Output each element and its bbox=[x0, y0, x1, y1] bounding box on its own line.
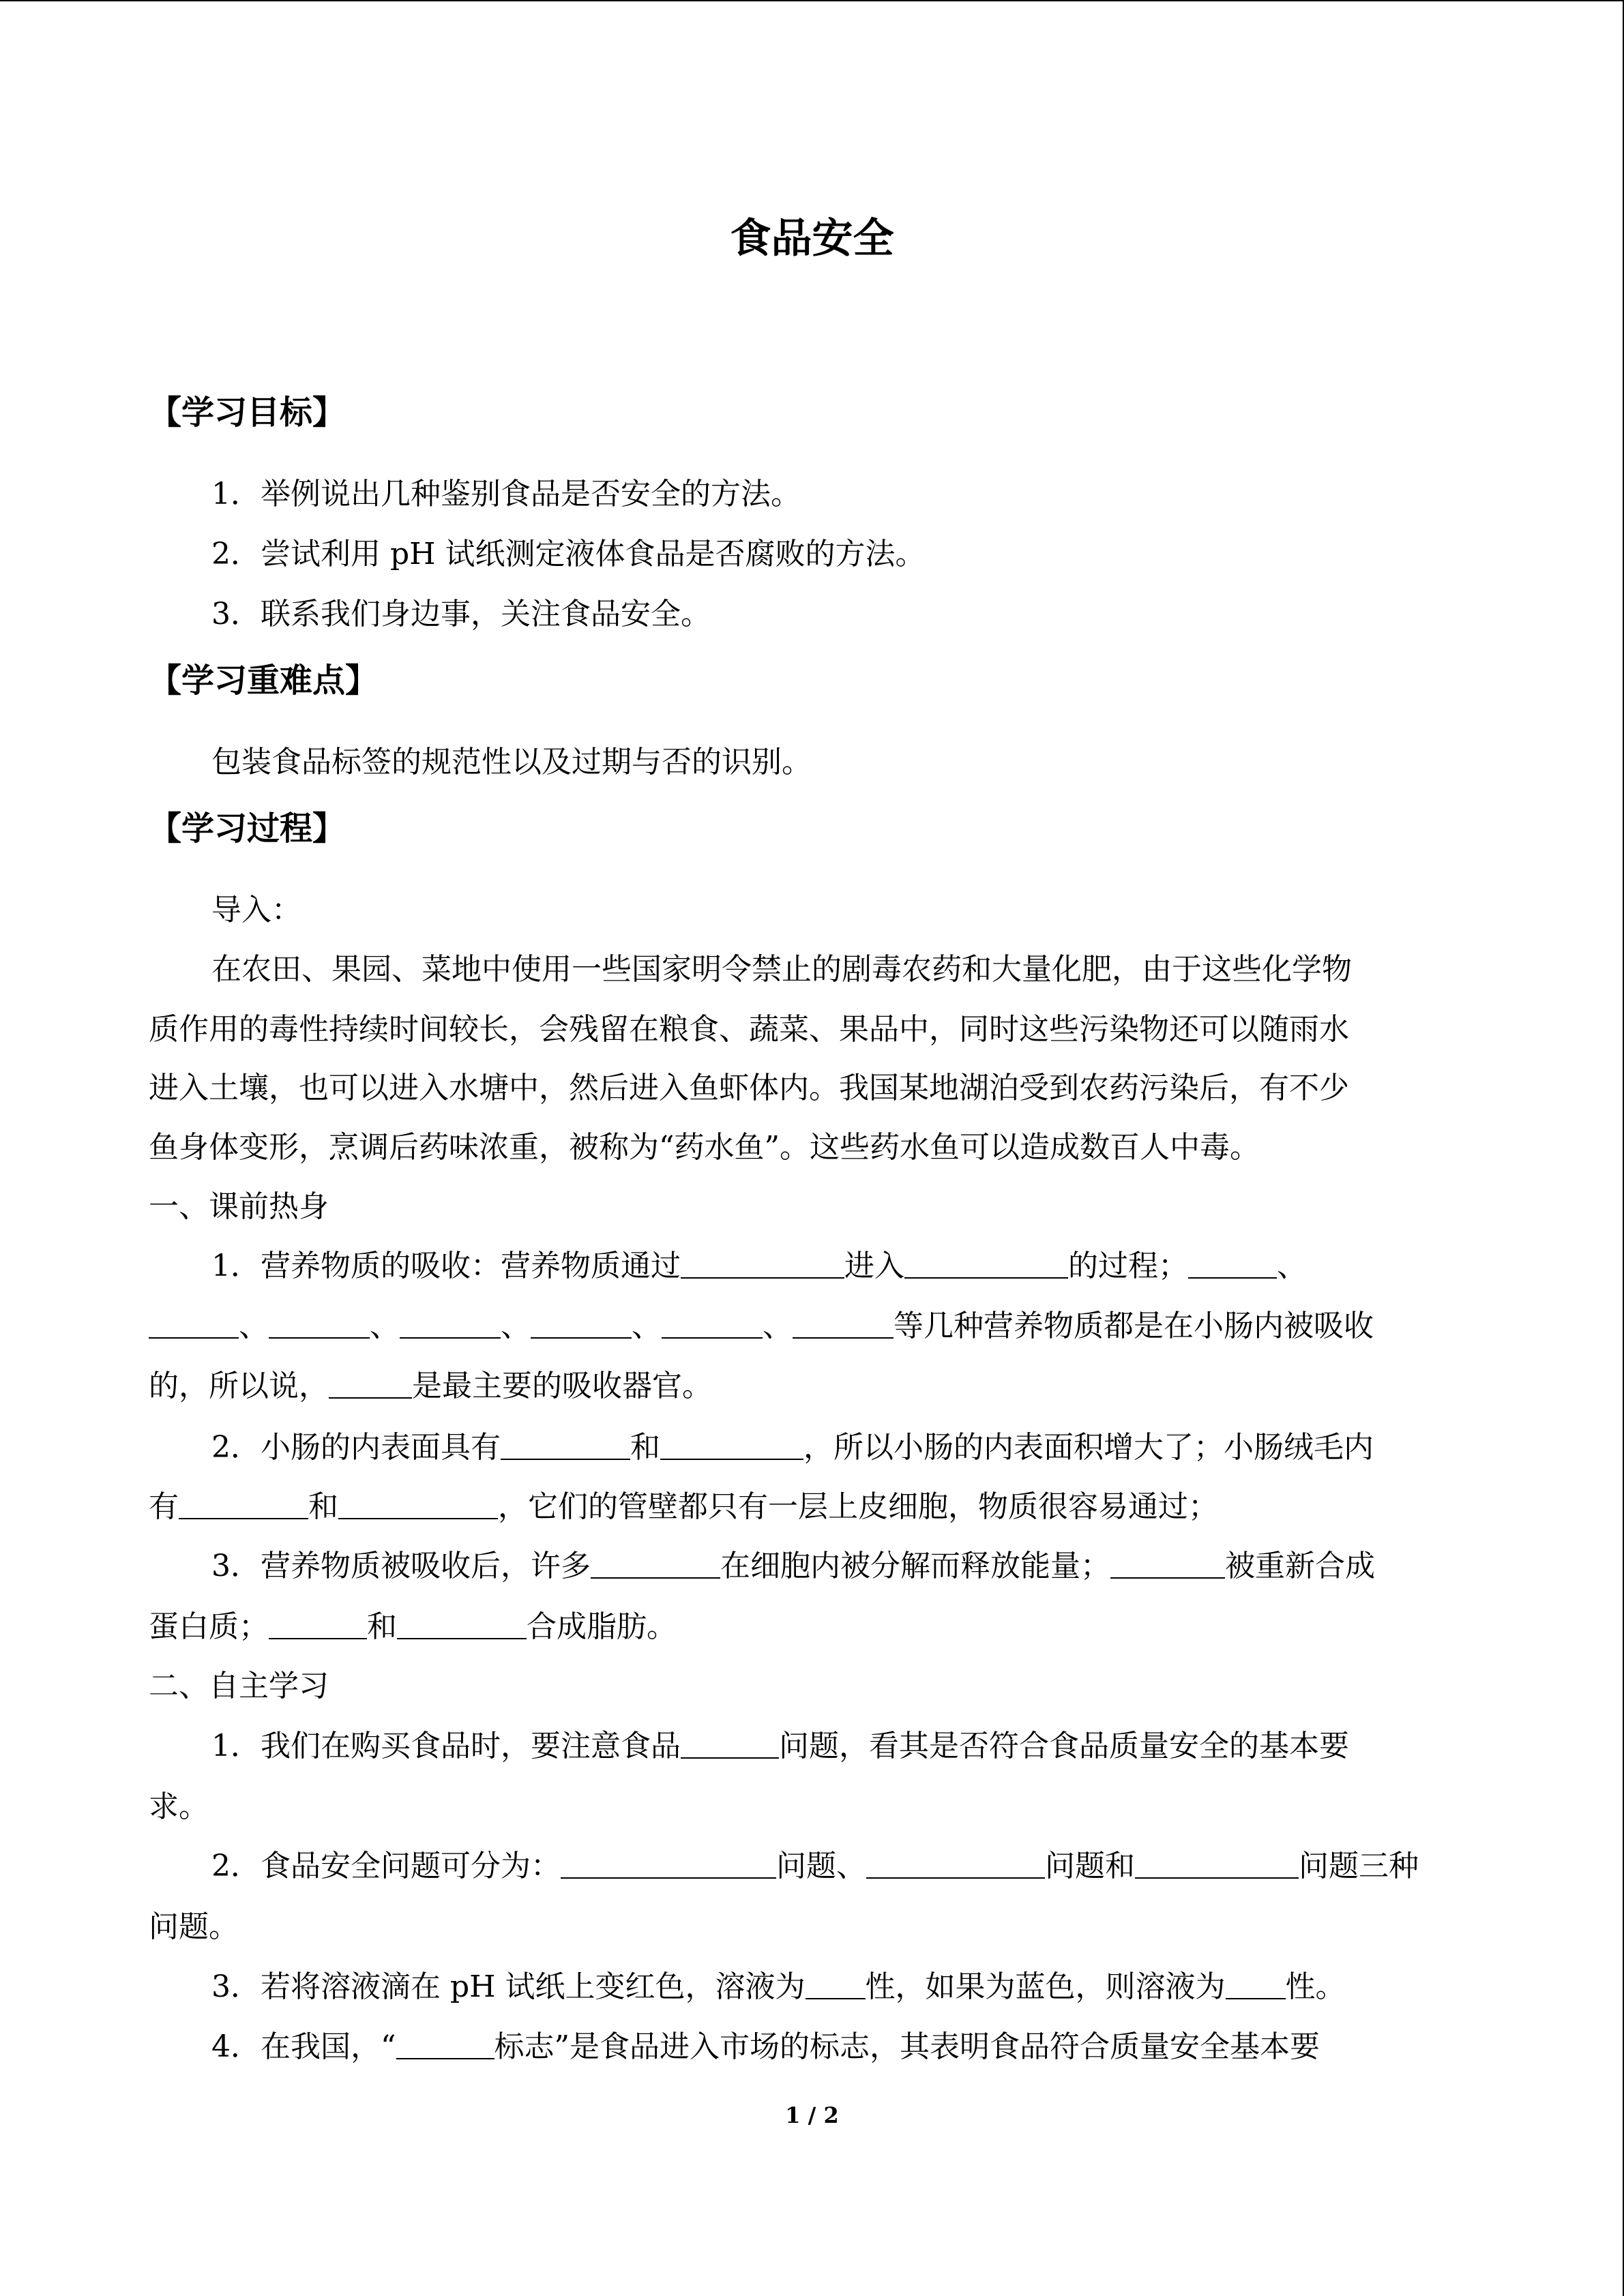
answer-blank[interactable] bbox=[1188, 1247, 1277, 1279]
self-study-heading: 二、自主学习 bbox=[149, 1669, 329, 1703]
answer-blank[interactable] bbox=[866, 1847, 1045, 1879]
warmup-heading: 一、课前热身 bbox=[149, 1189, 329, 1224]
warmup-q2-line-1 bbox=[211, 1427, 1374, 1468]
self-study-q2-line-1 bbox=[211, 1846, 1419, 1887]
warmup-q2-line-2 bbox=[149, 1487, 1218, 1527]
key-points-text: 包装食品标签的规范性以及过期与否的识别。 bbox=[211, 745, 812, 779]
self-study-q1-line-1 bbox=[211, 1726, 1349, 1767]
self-study-q1-text-b: 问题，看其是否符合食品质量安全的基本要 bbox=[779, 1729, 1349, 1763]
answer-blank[interactable] bbox=[397, 1608, 527, 1639]
self-study-q3-text-a: 3．若将溶液滴在 pH 试纸上变红色，溶液为 bbox=[211, 1969, 806, 2004]
answer-blank[interactable] bbox=[681, 1247, 844, 1279]
answer-blank[interactable] bbox=[660, 1429, 803, 1460]
self-study-q4-text-a: 4．在我国，“ bbox=[211, 2029, 396, 2064]
self-study-q2-text-b: 问题、 bbox=[776, 1849, 866, 1883]
warmup-q1-text-b: 进入 bbox=[844, 1249, 904, 1283]
intro-line-3: 进入土壤，也可以进入水塘中，然后进入鱼虾体内。我国某地湖泊受到农药污染后，有不少 bbox=[149, 1071, 1349, 1105]
warmup-q2-text-b: 和 bbox=[630, 1430, 660, 1465]
answer-blank[interactable] bbox=[269, 1307, 370, 1339]
warmup-q3-text-b: 在细胞内被分解而释放能量； bbox=[720, 1549, 1110, 1583]
answer-blank[interactable] bbox=[400, 1307, 501, 1339]
warmup-q1-text-f: 、 bbox=[370, 1309, 400, 1343]
answer-blank[interactable] bbox=[591, 1547, 720, 1579]
self-study-q4-line bbox=[211, 2027, 1320, 2068]
answer-blank[interactable] bbox=[1226, 1968, 1286, 1999]
warmup-q1-text-a: 1．营养物质的吸收：营养物质通过 bbox=[211, 1249, 681, 1283]
process-heading: 【学习过程】 bbox=[149, 809, 346, 848]
warmup-q1-text-j: 等几种营养物质都是在小肠内被吸收 bbox=[894, 1309, 1374, 1343]
answer-blank[interactable] bbox=[338, 1488, 498, 1519]
warmup-q3-text-d: 蛋白质； bbox=[149, 1609, 269, 1644]
answer-blank[interactable] bbox=[149, 1307, 239, 1339]
warmup-q3-text-e: 和 bbox=[367, 1609, 397, 1644]
answer-blank[interactable] bbox=[793, 1307, 894, 1339]
self-study-q3-text-c: 性。 bbox=[1285, 1969, 1346, 2004]
answer-blank[interactable] bbox=[531, 1307, 632, 1339]
page-border-top bbox=[0, 0, 1624, 1]
intro-label: 导入： bbox=[211, 893, 301, 927]
answer-blank[interactable] bbox=[1135, 1847, 1299, 1879]
warmup-q1-text-h: 、 bbox=[632, 1309, 662, 1343]
objective-item-2: 2．尝试利用 pH 试纸测定液体食品是否腐败的方法。 bbox=[211, 537, 926, 571]
page-title: 食品安全 bbox=[730, 215, 894, 263]
self-study-q4-text-b: 标志”是食品进入市场的标志，其表明食品符合质量安全基本要 bbox=[494, 2029, 1320, 2064]
key-points-heading: 【学习重难点】 bbox=[149, 661, 379, 700]
warmup-q1-line-2 bbox=[149, 1306, 1374, 1347]
self-study-q3-line bbox=[211, 1967, 1346, 2008]
warmup-q2-text-f: ，它们的管壁都只有一层上皮细胞，物质很容易通过； bbox=[498, 1489, 1218, 1524]
warmup-q1-text-l: 是最主要的吸收器官。 bbox=[412, 1369, 712, 1403]
warmup-q3-line-1 bbox=[211, 1546, 1375, 1587]
warmup-q3-text-c: 被重新合成 bbox=[1225, 1549, 1375, 1583]
warmup-q3-text-a: 3．营养物质被吸收后，许多 bbox=[211, 1549, 591, 1583]
warmup-q3-text-f: 合成脂肪。 bbox=[527, 1609, 677, 1644]
warmup-q2-text-e: 和 bbox=[308, 1489, 338, 1524]
answer-blank[interactable] bbox=[561, 1847, 776, 1879]
answer-blank[interactable] bbox=[681, 1727, 779, 1759]
warmup-q3-line-2 bbox=[149, 1607, 677, 1648]
warmup-q2-text-c: ，所以小肠的内表面积增大了；小肠绒毛内 bbox=[803, 1430, 1374, 1465]
answer-blank[interactable] bbox=[179, 1488, 308, 1519]
self-study-q1-text-a: 1．我们在购买食品时，要注意食品 bbox=[211, 1729, 681, 1763]
warmup-q1-line-1 bbox=[211, 1246, 1307, 1287]
objectives-heading: 【学习目标】 bbox=[149, 393, 346, 432]
warmup-q1-line-3 bbox=[149, 1366, 712, 1407]
warmup-q2-text-a: 2．小肠的内表面具有 bbox=[211, 1430, 501, 1465]
self-study-q1-line-2: 求。 bbox=[149, 1789, 209, 1824]
answer-blank[interactable] bbox=[269, 1608, 367, 1639]
intro-line-4: 鱼身体变形，烹调后药味浓重，被称为“药水鱼”。这些药水鱼可以造成数百人中毒。 bbox=[149, 1130, 1260, 1165]
answer-blank[interactable] bbox=[1110, 1547, 1225, 1579]
self-study-q3-text-b: 性，如果为蓝色，则溶液为 bbox=[865, 1969, 1226, 2004]
answer-blank[interactable] bbox=[806, 1968, 866, 1999]
answer-blank[interactable] bbox=[904, 1247, 1068, 1279]
page-number: 1 / 2 bbox=[785, 2102, 839, 2128]
self-study-q2-text-c: 问题和 bbox=[1045, 1849, 1135, 1883]
self-study-q2-text-d: 问题三种 bbox=[1299, 1849, 1419, 1883]
self-study-q2-line-2: 问题。 bbox=[149, 1909, 239, 1944]
answer-blank[interactable] bbox=[329, 1367, 412, 1399]
self-study-q2-text-a: 2．食品安全问题可分为： bbox=[211, 1849, 561, 1883]
answer-blank[interactable] bbox=[662, 1307, 763, 1339]
warmup-q2-text-d: 有 bbox=[149, 1489, 179, 1524]
warmup-q1-text-c: 的过程； bbox=[1068, 1249, 1188, 1283]
objective-item-3: 3．联系我们身边事，关注食品安全。 bbox=[211, 597, 711, 631]
intro-line-2: 质作用的毒性持续时间较长，会残留在粮食、蔬菜、果品中，同时这些污染物还可以随雨水 bbox=[149, 1012, 1349, 1047]
answer-blank[interactable] bbox=[501, 1429, 630, 1460]
objective-item-1: 1．举例说出几种鉴别食品是否安全的方法。 bbox=[211, 477, 801, 511]
warmup-q1-text-i: 、 bbox=[763, 1309, 793, 1343]
warmup-q1-text-e: 、 bbox=[239, 1309, 269, 1343]
answer-blank[interactable] bbox=[396, 2028, 494, 2059]
warmup-q1-text-d: 、 bbox=[1277, 1249, 1307, 1283]
intro-line-1: 在农田、果园、菜地中使用一些国家明令禁止的剧毒农药和大量化肥，由于这些化学物 bbox=[211, 952, 1352, 987]
warmup-q1-text-k: 的，所以说， bbox=[149, 1369, 329, 1403]
warmup-q1-text-g: 、 bbox=[501, 1309, 531, 1343]
